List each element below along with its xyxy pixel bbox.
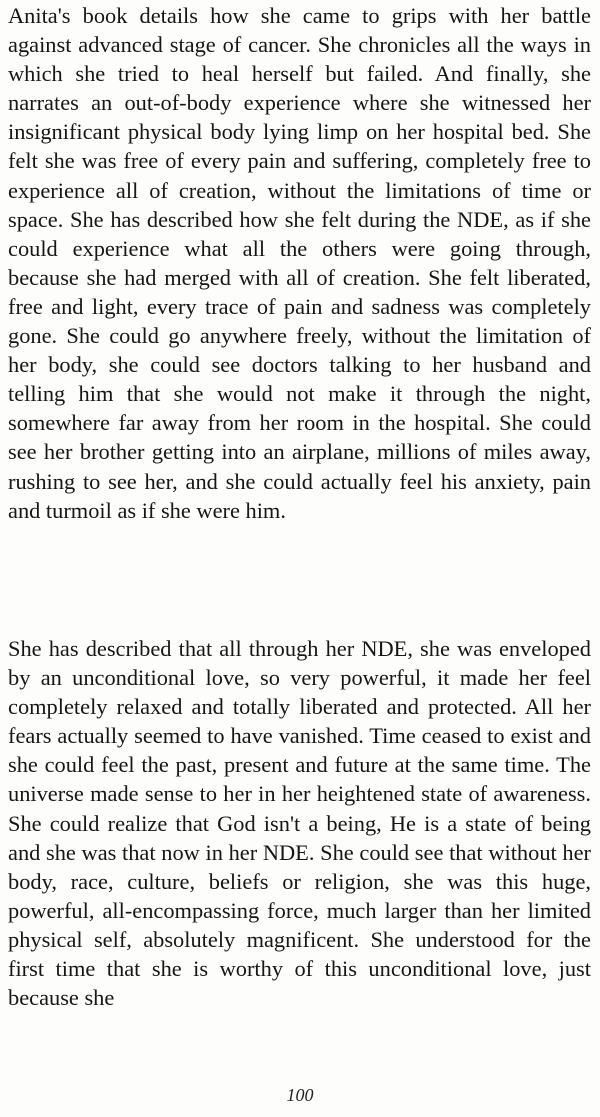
paragraph-1: Anita's book details how she came to grips with her battle against advanced stage of cancer. She chronicles all the ways in which she tried to heal herself but failed. And finally, she narrates an out-of-body experience where she witnessed her insignificant physical body lying limp on her hospital bed. She felt she was free of every pain and suffering, completely free to experience all of creation, without the limitations of time or space. She has described how she felt during the NDE, as if she could experience what all the others were going through, because she had merged with all of creation. She felt liberated, free and light, every trace of pain and sadness was completely gone. She could go anywhere freely, without the limitation of her body, she could see doctors talking to her husband and telling him that she would not make it through the night, somewhere far away from her room in the hospital. She could see her brother getting into an airplane, millions of miles away, rushing to see her, and she could actually feel his anxiety, pain and turmoil as if she were him. — [8, 3, 591, 523]
page-number: 100 — [286, 1085, 314, 1105]
paragraph-2: She has described that all through her NDE, she was enveloped by an unconditional love, so very powerful, it made her feel completely relaxed and totally liberated and protected. All her fears actually seemed to have vanished. Time ceased to exist and she could feel the past, present and future at the same time. The universe made sense to her in her heightened state of awareness. She could realize that God isn't a being, He is a state of being and she was that now in her NDE. She could see that without her body, race, culture, beliefs or religion, she was this huge, powerful, all-encompassing force, much larger than her limited physical self, absolutely magnificent. She understood for the first time that she is worthy of this unconditional love, just because she — [8, 636, 591, 1011]
